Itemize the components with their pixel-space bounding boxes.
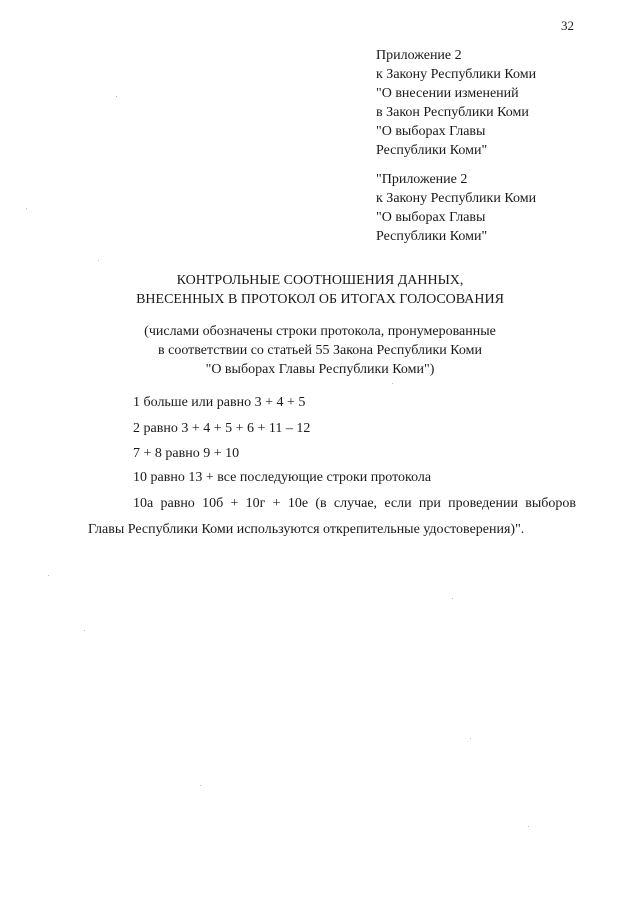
subtitle-line: (числами обозначены строки протокола, пронумерованные: [144, 324, 496, 339]
appendix-line: к Закону Республики Коми: [376, 191, 537, 206]
title-line: КОНТРОЛЬНЫЕ СООТНОШЕНИЯ ДАННЫХ,: [176, 273, 464, 288]
document-title: [0, 271, 640, 309]
appendix-line: Республики Коми": [376, 143, 488, 158]
appendix-line: "Приложение 2: [376, 172, 468, 187]
scan-speck: [26, 208, 27, 209]
control-ratio-4: 10 равно 13 + все последующие строки протокола: [133, 470, 432, 485]
appendix-line: в Закон Республики Коми: [376, 105, 529, 120]
control-ratio-1: 1 больше или равно 3 + 4 + 5: [133, 395, 306, 410]
subtitle-line: в соответствии со статьей 55 Закона Республики Коми: [158, 343, 482, 358]
control-ratio-5-line-2: Главы Республики Коми используются открепительные удостоверения)".: [88, 522, 525, 537]
appendix-line: "О выборах Главы: [376, 124, 486, 139]
scan-speck: [116, 96, 117, 97]
appendix-header-current: [376, 46, 536, 160]
scan-speck: [470, 738, 471, 739]
appendix-header-original: [376, 170, 536, 246]
page-number: 32: [561, 18, 574, 33]
appendix-line: к Закону Республики Коми: [376, 67, 537, 82]
document-subtitle: [0, 322, 640, 379]
control-ratio-2: 2 равно 3 + 4 + 5 + 6 + 11 – 12: [133, 421, 311, 436]
scan-speck: [452, 598, 453, 599]
appendix-line: Республики Коми": [376, 229, 488, 244]
title-line: ВНЕСЕННЫХ В ПРОТОКОЛ ОБ ИТОГАХ ГОЛОСОВАНИЯ: [136, 292, 504, 307]
scan-speck: [48, 575, 49, 576]
scan-speck: [528, 826, 529, 827]
appendix-line: Приложение 2: [376, 48, 462, 63]
scan-speck: [200, 785, 201, 786]
control-ratio-5-line-1: 10а равно 10б + 10г + 10е (в случае, если при проведении выборов: [133, 496, 576, 511]
appendix-line: "О внесении изменений: [376, 86, 519, 101]
scan-speck: [98, 260, 99, 261]
scan-speck: [392, 383, 393, 384]
appendix-line: "О выборах Главы: [376, 210, 486, 225]
subtitle-line: "О выборах Главы Республики Коми"): [205, 362, 435, 377]
control-ratio-3: 7 + 8 равно 9 + 10: [133, 446, 240, 461]
scan-speck: [84, 630, 85, 631]
